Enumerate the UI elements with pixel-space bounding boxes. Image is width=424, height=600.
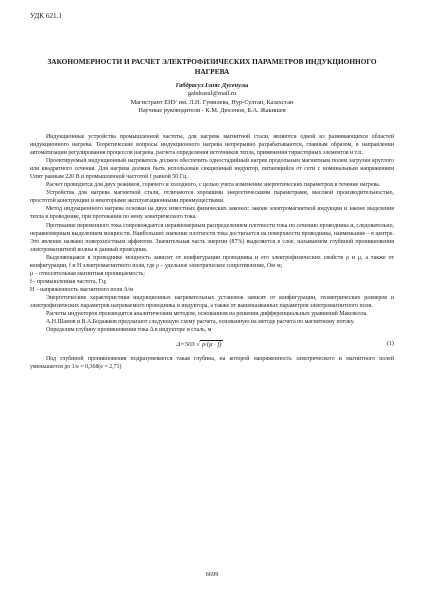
- formula-number: (1): [386, 340, 394, 348]
- sqrt-symbol: √: [196, 340, 200, 348]
- formula-lhs: Δ=503: [176, 340, 195, 348]
- article-body: [30, 133, 394, 371]
- definition-line: f - промышленная частота, Гц;: [30, 278, 107, 285]
- formula-radicand: ρ/(μ · f): [202, 340, 222, 348]
- paragraph: Под глубиной проникновения подразумевается такая глубина, на которой напряженность электрического и магнитного полей уменьшается до 1/e = 0,368(e = 2,71): [30, 356, 394, 371]
- udk-code: УДК 621.1: [30, 12, 63, 20]
- author-name: Габдрасул Ілияс Дусенулы: [175, 82, 249, 89]
- formula-1: [30, 336, 394, 352]
- formula-expression: [30, 340, 370, 349]
- article-title: ЗАКОНОМЕРНОСТИ И РАСЧЕТ ЭЛЕКТРОФИЗИЧЕСКИХ ПАРАМЕТРОВ ИНДУКЦИОННОГО НАГРЕВА: [47, 57, 377, 76]
- paragraph: Расчеты индукторов производятся аналитическим методом, основанном на решении дифференциальных уравнений Максвелла.: [46, 311, 368, 318]
- author-block: [30, 82, 394, 116]
- paragraph: Энергетические характеристики индукционных нагревательных установок зависят от конфигурации, геометрических размеров и электрофизических параметров нагреваемого проводника и индуктора, а также от вышеназванных параметров электромагнитного поля.: [30, 294, 394, 309]
- page-number: 6699: [205, 571, 219, 578]
- paragraph: Протекание переменного тока сопровождается неравномерным распределением плотности тока по сечению проводника и, следовательно, неравномерным выделением мощности. Наибольшее значение плотности тока достигается на поверхности проводника, наименьшие – в центре. Это явление названо поверхностным эффектом. Значительная часть энергии (87%) выделяется в слое, называемом глубиной проникновения электромагнитной волны в данный проводник.: [30, 222, 394, 253]
- author-email: gabdrasul@mail.ru: [187, 90, 237, 98]
- definition-line: μ – относительная магнитная проницаемость;: [30, 270, 145, 277]
- author-affiliation: Магистрант ЕНУ им. Л.Н. Гумилева, Нур-Султан, Казахстан: [130, 98, 294, 106]
- paragraph: Метод индукционного нагрева основан на двух известных физических законах: законе электромагнитной индукции и законе выделения тепла в проводнике, при протекании по нему электрического тока.: [30, 206, 394, 221]
- paragraph: Выделяющаяся в проводнике мощность зависит от конфигурации проводника и его электрофизических свойств ρ и μ, а также от конфигурации, f и H электромагнитного поля, где ρ – удельное электрическое сопротивление, Ом·м;: [30, 254, 394, 269]
- paragraph: Проектируемый индукционный нагреватель должен обеспечить одностадийный нагрев продольным магнитным полем загрузки круглого или квадратного сечения. Для нагрева должен быть использован секционный индуктор, питающийся от сети с номинальным напряжением Uпит равным 220 В и промышленной частотой f равной 50 Гц.: [30, 158, 394, 181]
- paragraph: Устройства для нагрева магнитной стали, отличаются хорошими энергетическими параметрами, высокой производительностью, простотой конструкции и некоторыми эксплуатационными преимуществами.: [30, 190, 394, 205]
- definition-line: H – напряженность магнитного поля А/м: [30, 286, 134, 293]
- paragraph: Расчет проводится для двух режимов, горячего и холодного, с целью учета изменения энергетических параметров в течение нагрева.: [46, 182, 381, 189]
- paragraph: Индукционные устройства промышленной частоты, для нагрева магнитной стали, являются одной из развивающихся областей индукционного нагрева. Теоретические вопросы индукционного нагрева непрерывно разрабатываются, главным образом, в направлении автоматизации регулирования процессов нагрева, расчета определения источников тепла, применения тиристорных элементов и т.п.: [30, 134, 394, 157]
- supervisor-line: Научные руководители - К.М. Дюсенов, Б.А. Жакишев: [138, 107, 286, 115]
- paragraph: Определим глубину проникновения тока Δ в индукторе и сталь, м: [46, 327, 212, 334]
- paragraph: А.Н.Шамов и В.А.Бодажков предлагают следующую схему расчета, основанную на методе расчета по магнитному потоку.: [46, 319, 355, 326]
